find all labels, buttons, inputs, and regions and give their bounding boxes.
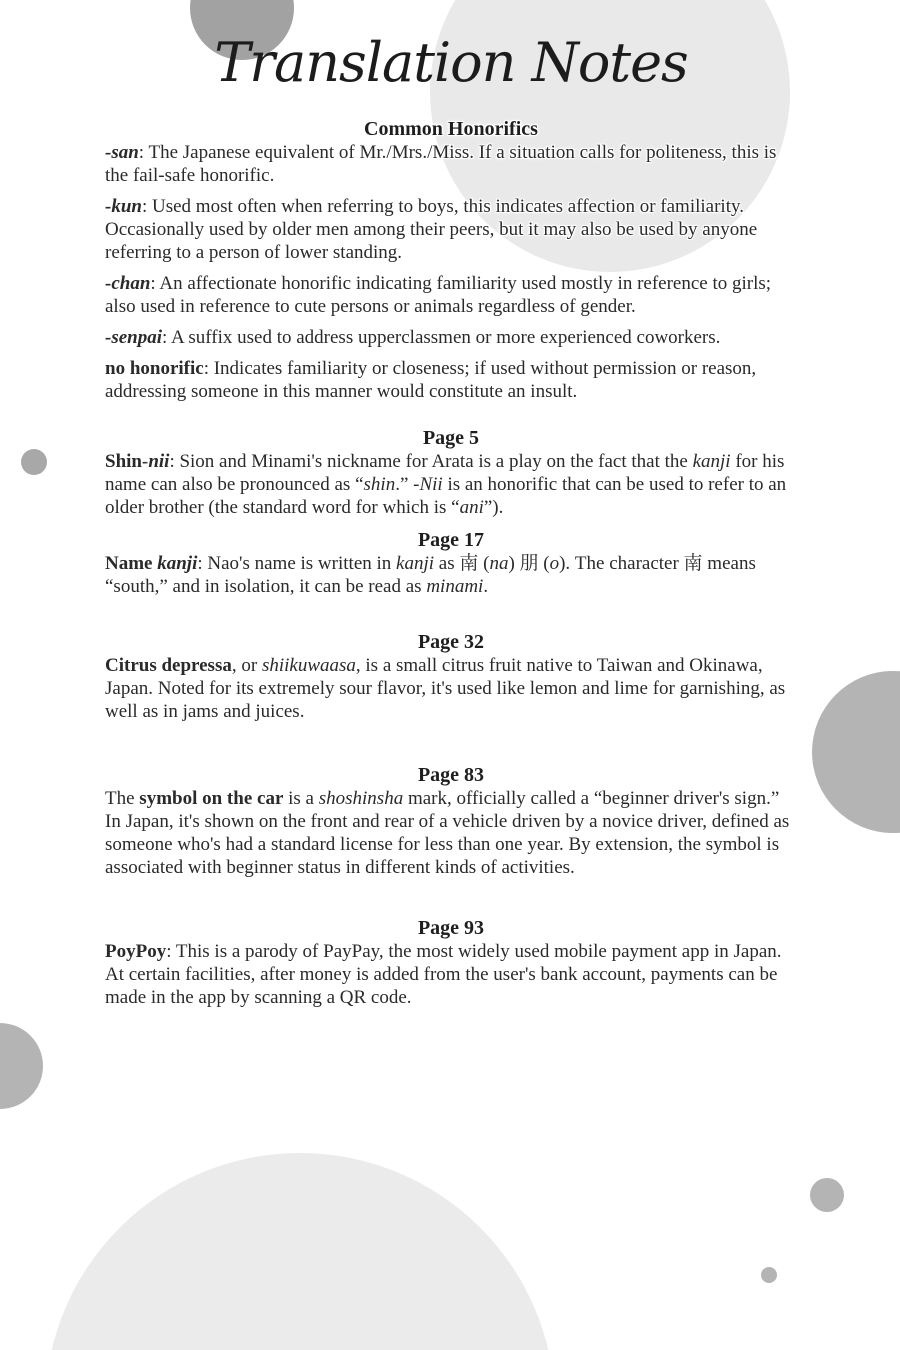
circle-bottom-large: [45, 1153, 555, 1350]
page-title: Translation Notes: [214, 31, 688, 94]
text-run: kanji: [692, 451, 731, 472]
text-run: nii: [148, 451, 170, 472]
text-run: : A suffix used to address upperclassmen or more experienced coworkers.: [162, 327, 721, 348]
text-run: Shin-: [105, 451, 149, 472]
circle-left-small: [21, 449, 47, 475]
note-paragraph: [105, 141, 797, 187]
text-run: PoyPoy: [105, 941, 167, 962]
section-page-93: [105, 917, 797, 1009]
text-run: The: [105, 788, 140, 809]
section-heading: Common Honorifics: [364, 118, 538, 140]
text-run: ). The character 南 means “south,” and in isolation, it can be read as: [105, 553, 756, 597]
text-run: -chan: [105, 273, 151, 294]
note-paragraph: [105, 552, 797, 598]
circle-bottom-right: [810, 1178, 844, 1212]
note-paragraph: [105, 272, 797, 318]
circle-right-mid: [812, 671, 900, 833]
note-paragraph: [105, 450, 797, 519]
circle-bottom-tiny: [761, 1267, 777, 1283]
text-run: : The Japanese equivalent of Mr./Mrs./Miss. If a situation calls for politeness, this is the fail-safe honorific.: [105, 142, 777, 186]
section-heading: Page 5: [422, 427, 480, 449]
text-run: : This is a parody of PayPay, the most widely used mobile payment app in Japan. At certain facilities, after money is added from the user's bank account, payments can be made in the app by scanning a QR code.: [105, 941, 782, 1008]
text-run: as 南 (: [434, 553, 490, 574]
text-run: na: [489, 553, 509, 574]
section-heading: Page 32: [417, 631, 485, 653]
text-run: : Indicates familiarity or closeness; if used without permission or reason, addressing someone in this manner would constitute an insult.: [105, 358, 757, 402]
note-paragraph: [105, 357, 797, 403]
text-run: Nii: [419, 474, 443, 495]
note-paragraph: [105, 654, 797, 723]
note-paragraph: [105, 195, 797, 264]
text-run: , is a small citrus fruit native to Taiwan and Okinawa, Japan. Noted for its extremely sour flavor, it's used like lemon and lime for garnishing, as well as in jams and juices.: [105, 655, 786, 722]
section-common-honorifics: [105, 118, 797, 403]
text-run: , or: [231, 655, 262, 676]
section-page-83: [105, 764, 797, 879]
note-paragraph: [105, 326, 797, 349]
text-run: Citrus depressa: [105, 655, 232, 676]
text-run: no honorific: [105, 358, 204, 379]
text-run: o: [549, 553, 560, 574]
text-run: : An affectionate honorific indicating familiarity used mostly in reference to girls; also used in reference to cute persons or animals regardless of gender.: [105, 273, 772, 317]
section-page-32: [105, 631, 797, 723]
circle-left-lower: [0, 1023, 43, 1109]
text-run: ”).: [483, 497, 504, 518]
text-run: kanji: [157, 553, 198, 574]
text-run: mark, officially called a “beginner driver's sign.” In Japan, it's shown on the front and rear of a vehicle driven by a novice driver, defined as someone who's had a standard license for less than one year. By extension, the symbol is associated with beginner status in different kinds of activities.: [105, 788, 790, 878]
sections-container: [105, 118, 797, 1009]
text-run: kanji: [396, 553, 435, 574]
text-run: : Nao's name is written in: [197, 553, 397, 574]
text-run: symbol on the car: [139, 788, 284, 809]
section-heading: Page 93: [417, 917, 485, 939]
text-run: shiikuwaasa: [261, 655, 356, 676]
section-heading: Page 83: [417, 764, 485, 786]
text-run: : Sion and Minami's nickname for Arata is a play on the fact that the: [169, 451, 693, 472]
text-run: -senpai: [105, 327, 162, 348]
text-run: ani: [459, 497, 484, 518]
text-run: is an honorific that can be used to refer to an older brother (the standard word for which is “: [105, 474, 787, 518]
text-run: -kun: [105, 196, 142, 217]
text-run: -san: [105, 142, 139, 163]
text-run: minami: [426, 576, 484, 597]
text-run: shoshinsha: [318, 788, 404, 809]
text-run: is a: [283, 788, 319, 809]
text-run: .: [483, 576, 489, 597]
text-run: shin: [363, 474, 396, 495]
text-run: .” -: [395, 474, 420, 495]
section-page-5: [105, 427, 797, 519]
text-run: : Used most often when referring to boys, this indicates affection or familiarity. Occasionally used by older men among their peers, but it may also be used by anyone referring to a person of lower standing.: [105, 196, 758, 263]
section-page-17: [105, 529, 797, 598]
text-run: Name: [105, 553, 158, 574]
text-run: for his name can also be pronounced as “: [105, 451, 785, 495]
note-paragraph: [105, 940, 797, 1009]
section-heading: Page 17: [417, 529, 485, 551]
notes-content: [105, 0, 797, 1009]
note-paragraph: [105, 787, 797, 879]
text-run: ) 朋 (: [508, 553, 550, 574]
